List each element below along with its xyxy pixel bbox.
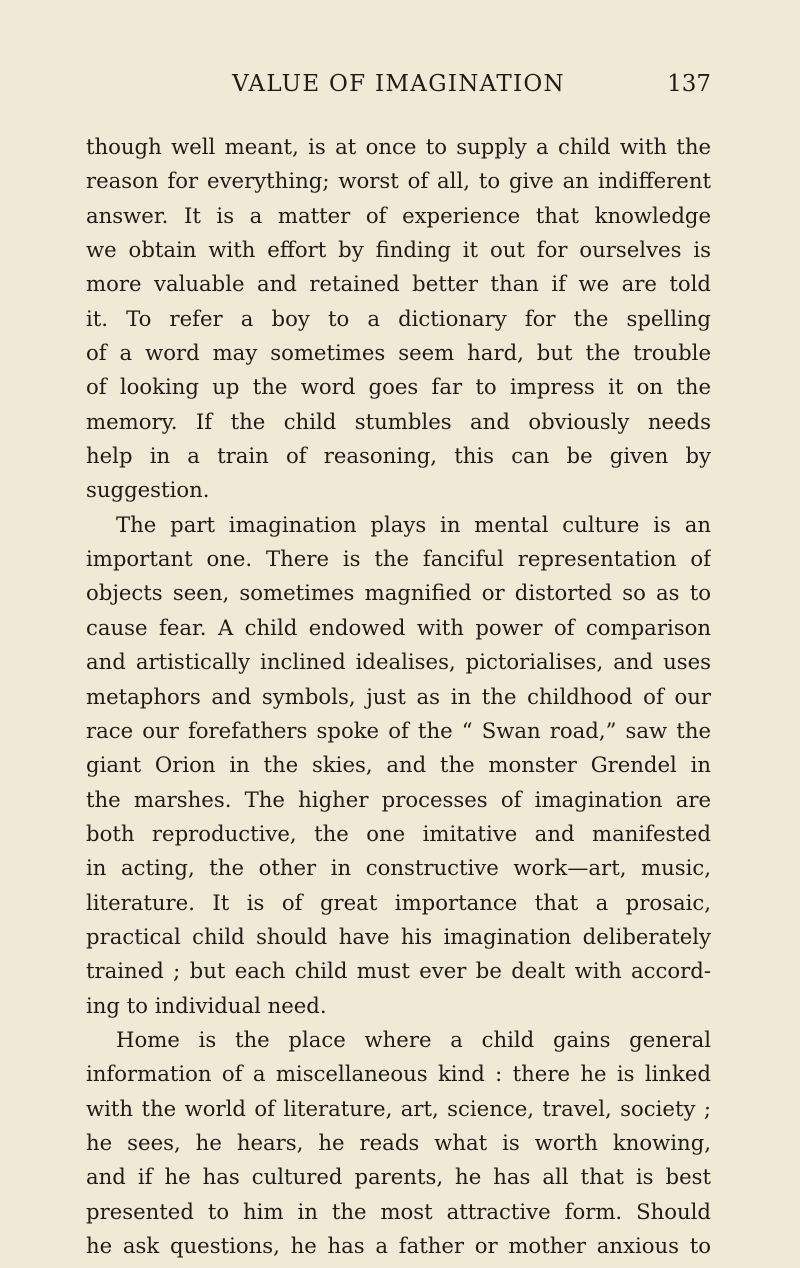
running-title: VALUE OF IMAGINATION <box>232 71 565 97</box>
body-text <box>86 130 711 1263</box>
text-line: we obtain with effort by finding it out for ourselves is <box>86 237 711 263</box>
text-line: though well meant, is at once to supply a child with the <box>86 134 711 159</box>
text-line: he ask questions, he has a father or mother anxious to <box>86 1233 711 1258</box>
text-line: practical child should have his imagination deliberately <box>86 923 711 949</box>
text-line: he sees, he hears, he reads what is worth knowing, <box>86 1129 711 1155</box>
text-line: and artistically inclined idealises, pictorialises, and uses <box>86 649 711 675</box>
text-line: ing to individual need. <box>86 992 327 1018</box>
text-line: suggestion. <box>86 477 210 503</box>
text-line: cause fear. A child endowed with power of comparison <box>86 614 711 640</box>
text-line: race our forefathers spoke of the “ Swan road,” saw the <box>86 717 711 743</box>
text-line: both reproductive, the one imitative and manifested <box>86 820 711 846</box>
text-line: and if he has cultured parents, he has all that is best <box>86 1164 711 1190</box>
text-line: literature. It is of great importance that a prosaic, <box>86 889 711 915</box>
text-line: objects seen, sometimes magnified or distorted so as to <box>86 580 711 606</box>
text-line: more valuable and retained better than if we are told <box>86 271 711 297</box>
text-line: of looking up the word goes far to impress it on the <box>86 374 711 400</box>
running-head <box>86 71 711 111</box>
text-line: the marshes. The higher processes of imagination are <box>86 786 711 812</box>
text-line: trained ; but each child must ever be dealt with accord- <box>86 958 711 984</box>
text-line: it. To refer a boy to a dictionary for the spelling <box>86 305 711 331</box>
text-line: in acting, the other in constructive work—art, music, <box>86 855 711 881</box>
text-line: The part imagination plays in mental culture is an <box>116 511 711 537</box>
text-line: help in a train of reasoning, this can be given by <box>86 443 711 469</box>
text-line: of a word may sometimes seem hard, but the trouble <box>86 340 711 366</box>
text-line: presented to him in the most attractive form. Should <box>86 1198 711 1224</box>
text-line: memory. If the child stumbles and obviously needs <box>86 408 711 434</box>
text-line: answer. It is a matter of experience that knowledge <box>86 202 711 228</box>
text-line: information of a miscellaneous kind : there he is linked <box>86 1061 711 1087</box>
text-line: reason for everything; worst of all, to give an indifferent <box>86 168 711 194</box>
text-line: important one. There is the fanciful representation of <box>86 546 711 572</box>
page-number: 137 <box>667 71 711 97</box>
text-line: Home is the place where a child gains general <box>116 1026 711 1052</box>
text-line: giant Orion in the skies, and the monster Grendel in <box>86 752 711 778</box>
text-line: with the world of literature, art, science, travel, society ; <box>86 1095 711 1121</box>
text-line: metaphors and symbols, just as in the childhood of our <box>86 683 711 709</box>
